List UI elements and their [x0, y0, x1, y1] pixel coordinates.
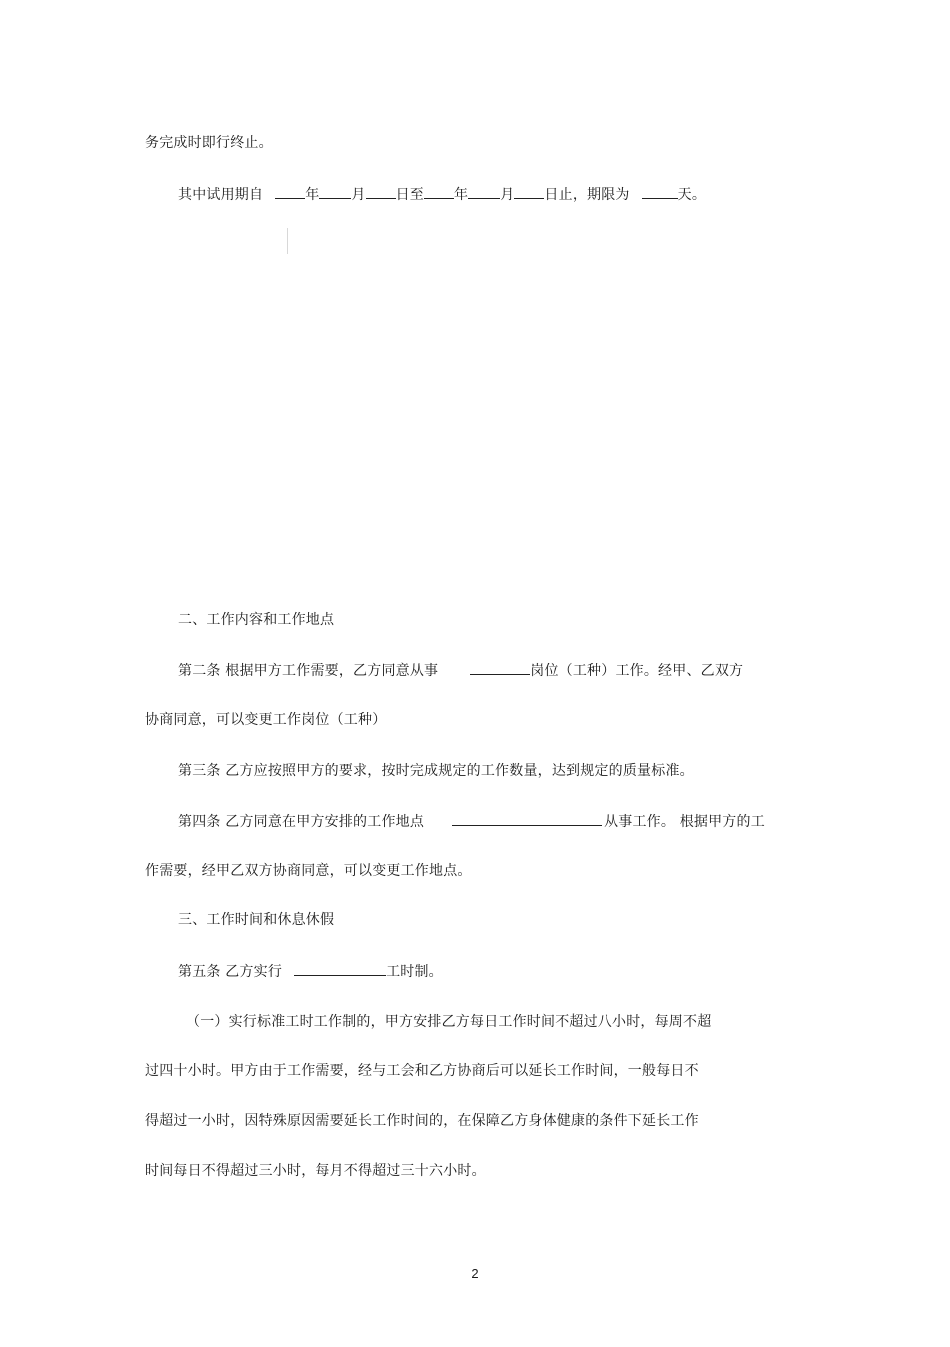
divider: [287, 228, 288, 254]
text-fragment: 第五条 乙方实行: [178, 964, 283, 980]
text-fragment: 天。: [677, 187, 707, 203]
text-fragment: 第四条 乙方同意在甲方安排的工作地点: [178, 814, 425, 830]
probation-period-line: [178, 184, 706, 205]
text-fragment: 日止，期限为: [544, 187, 630, 203]
section-heading: 二、工作内容和工作地点: [178, 612, 335, 628]
text-line: 作需要，经甲乙双方协商同意，可以变更工作地点。: [145, 863, 472, 879]
text-line: 时间每日不得超过三小时，每月不得超过三十六小时。: [145, 1163, 486, 1179]
article-2-line: [178, 660, 743, 681]
text-line: 过四十小时。甲方由于工作需要，经与工会和乙方协商后可以延长工作时间，一般每日不: [145, 1063, 699, 1079]
day-blank-1[interactable]: [366, 184, 396, 199]
year-blank-1[interactable]: [275, 184, 305, 199]
text-fragment: 从事工作。 根据甲方的工: [604, 814, 765, 830]
month-blank-1[interactable]: [319, 184, 351, 199]
text-fragment: 岗位（工种）工作。经甲、乙双方: [530, 663, 744, 679]
text-fragment: 其中试用期自: [178, 187, 264, 203]
article-5-line: [178, 961, 443, 982]
text-line: 协商同意，可以变更工作岗位（工种）: [145, 712, 387, 728]
article-3-line: 第三条 乙方应按照甲方的要求，按时完成规定的工作数量，达到规定的质量标准。: [178, 763, 694, 779]
article-4-line: [178, 811, 765, 832]
section-heading: 三、工作时间和休息休假: [178, 912, 335, 928]
position-blank[interactable]: [470, 660, 530, 675]
text-line: 得超过一小时，因特殊原因需要延长工作时间的，在保障乙方身体健康的条件下延长工作: [145, 1113, 699, 1129]
days-blank[interactable]: [642, 184, 678, 199]
text-fragment: 工时制。: [386, 964, 443, 980]
year-blank-2[interactable]: [424, 184, 454, 199]
text-fragment: 年: [454, 187, 469, 203]
text-fragment: 日至: [395, 187, 425, 203]
text-fragment: 年: [305, 187, 320, 203]
text-fragment: 第二条 根据甲方工作需要，乙方同意从事: [178, 663, 439, 679]
month-blank-2[interactable]: [468, 184, 500, 199]
text-line: 务完成时即行终止。: [145, 135, 273, 151]
page-number: 2: [471, 1266, 479, 1281]
work-hour-system-blank[interactable]: [294, 961, 386, 976]
work-location-blank[interactable]: [452, 811, 602, 826]
text-line: （一）实行标准工时工作制的，甲方安排乙方每日工作时间不超过八小时，每周不超: [186, 1014, 712, 1030]
day-blank-2[interactable]: [514, 184, 544, 199]
text-fragment: 月: [500, 187, 515, 203]
text-fragment: 月: [351, 187, 366, 203]
